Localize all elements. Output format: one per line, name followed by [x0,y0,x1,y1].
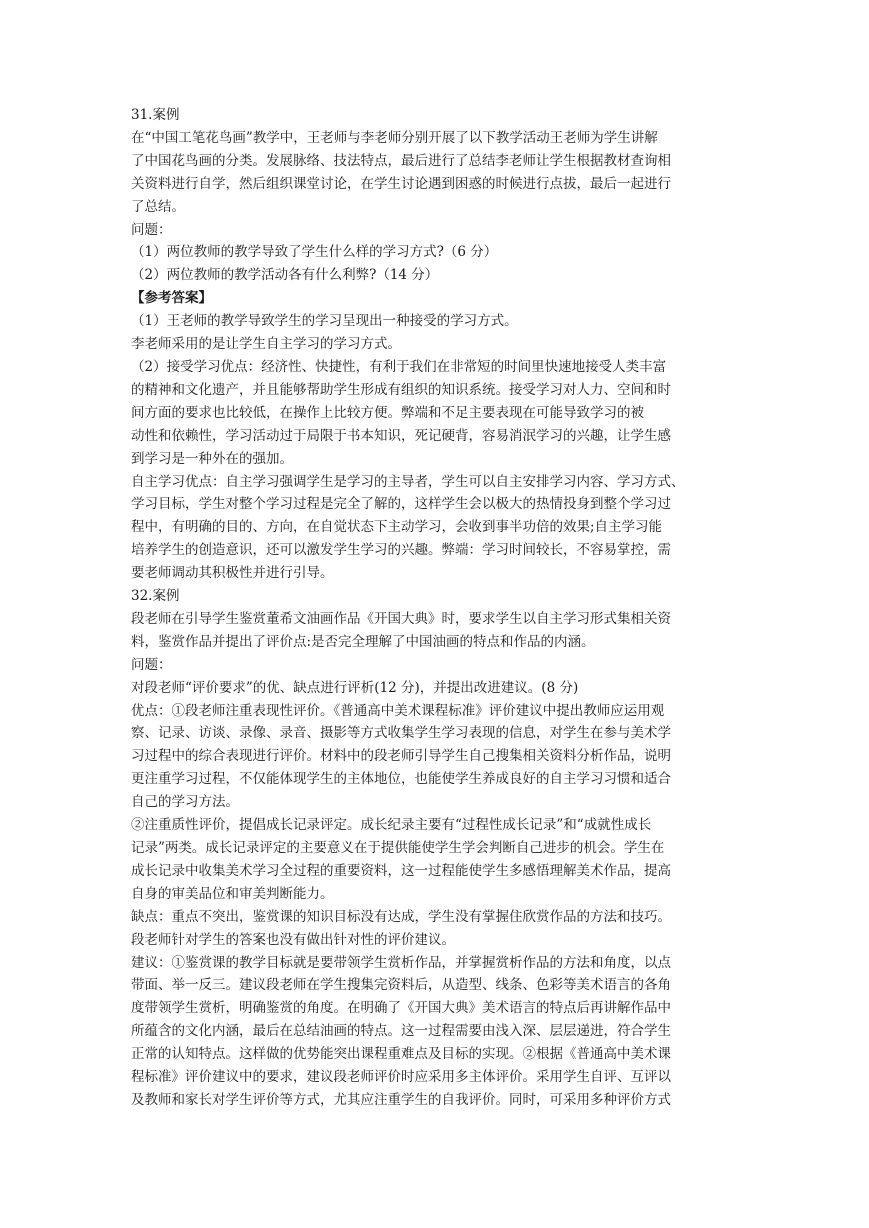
text-line: 自己的学习方法。 [131,794,239,811]
text-line: （2）两位教师的教学活动各有什么利弊?（14 分） [131,267,439,284]
text-line: 带面、举一反三。建议段老师在学生搜集完资料后，从造型、线条、色彩等美术语言的各角 [131,977,671,994]
text-line: ②注重质性评价，提倡成长记录评定。成长纪录主要有“过程性成长记录”和“成就性成长 [131,817,652,834]
text-line: （1）王老师的教学导致学生的学习呈现出一种接受的学习方式。 [131,313,518,330]
text-line: 料，鉴赏作品并提出了评价点:是否完全理解了中国油画的特点和作品的内涵。 [131,633,595,650]
text-line: 段老师针对学生的答案也没有做出针对性的评价建议。 [131,931,455,948]
question-heading: 问题： [131,656,172,673]
text-line: 了总结。 [131,198,185,215]
text-line: 习过程中的综合表现进行评价。材料中的段老师引导学生自己搜集相关资料分析作品，说明 [131,748,671,765]
text-line: 所蕴含的文化内涵，最后在总结油画的特点。这一过程需要由浅入深、层层递进，符合学生 [131,1023,671,1040]
text-line: 了中国花鸟画的分类。发展脉络、技法特点，最后进行了总结李老师让学生根据教材查询相 [131,152,671,169]
text-line: 到学习是一种外在的强加。 [131,450,293,467]
text-line: 更注重学习过程，不仅能体现学生的主体地位，也能使学生养成良好的自主学习习惯和适合 [131,771,671,788]
text-line: 建议：①鉴赏课的教学目标就是要带领学生赏析作品，并掌握赏析作品的方法和角度，以点 [131,954,671,971]
text-line: 李老师采用的是让学生自主学习的学习方式。 [131,336,401,353]
text-line: 培养学生的创造意识，还可以激发学生学习的兴趣。弊端：学习时间较长，不容易掌控，需 [131,542,671,559]
text-line: 要老师调动其积极性并进行引导。 [131,565,334,582]
text-line: 动性和依赖性，学习活动过于局限于书本知识，死记硬背，容易消泯学习的兴趣，让学生感 [131,427,671,444]
reference-answer-heading: 【参考答案】 [131,290,212,307]
text-line: 自主学习优点：自主学习强调学生是学习的主导者，学生可以自主安排学习内容、学习方式、 [131,473,685,490]
text-line: 察、记录、访谈、录像、录音、摄影等方式收集学生学习表现的信息，对学生在参与美术学 [131,725,671,742]
text-line: 程标准》评价建议中的要求，建议段老师评价时应采用多主体评价。采用学生自评、互评以 [131,1069,671,1086]
case-heading: 32.案例 [131,588,180,605]
text-line: （1）两位教师的教学导致了学生什么样的学习方式?（6 分） [131,244,498,261]
text-line: 记录”两类。成长记录评定的主要意义在于提供能使学生学会判断自己进步的机会。学生在 [131,840,665,856]
text-line: 及教师和家长对学生评价等方式，尤其应注重学生的自我评价。同时，可采用多种评价方式 [131,1091,671,1108]
text-line: 自身的审美品位和审美判断能力。 [131,885,334,902]
text-line: 间方面的要求也比较低，在操作上比较方便。弊端和不足主要表现在可能导致学习的被 [131,404,644,421]
text-line: 缺点：重点不突出，鉴赏课的知识目标没有达成，学生没有掌握住欣赏作品的方法和技巧。 [131,908,671,925]
question-heading: 问题： [131,221,172,238]
case-heading: 31.案例 [131,107,180,123]
text-line: 对段老师“评价要求”的优、缺点进行评析(12 分)，并提出改进建议。(8 分) [131,679,579,696]
document-page [131,104,741,1112]
text-line: 正常的认知特点。这样做的优势能突出课程重难点及目标的实现。②根据《普通高中美术课 [131,1046,671,1063]
text-line: 成长记录中收集美术学习全过程的重要资料，这一过程能使学生多感悟理解美术作品，提高 [131,862,671,879]
text-line: 学习目标，学生对整个学习过程是完全了解的，这样学生会以极大的热情投身到整个学习过 [131,496,671,513]
text-line: （2）接受学习优点：经济性、快捷性，有利于我们在非常短的时间里快速地接受人类丰富 [131,358,667,375]
text-line: 的精神和文化遗产，并且能够帮助学生形成有组织的知识系统。接受学习对人力、空间和时 [131,381,671,398]
text-line: 关资料进行自学，然后组织课堂讨论，在学生讨论遇到困惑的时候进行点拔，最后一起进行 [131,175,671,192]
text-line: 程中，有明确的目的、方向，在自觉状态下主动学习，会收到事半功倍的效果;自主学习能 [131,519,663,536]
text-line: 段老师在引导学生鉴赏董希文油画作品《开国大典》时，要求学生以自主学习形式集相关资 [131,610,671,627]
text-line: 在“中国工笔花鸟画”教学中，王老师与李老师分别开展了以下教学活动王老师为学生讲解 [131,129,658,146]
text-line: 优点：①段老师注重表现性评价。《普通高中美术课程标准》评价建议中提出教师应运用观 [131,702,665,719]
text-line: 度带领学生赏析，明确鉴赏的角度。在明确了《开国大典》美术语言的特点后再讲解作品中 [131,1000,671,1017]
